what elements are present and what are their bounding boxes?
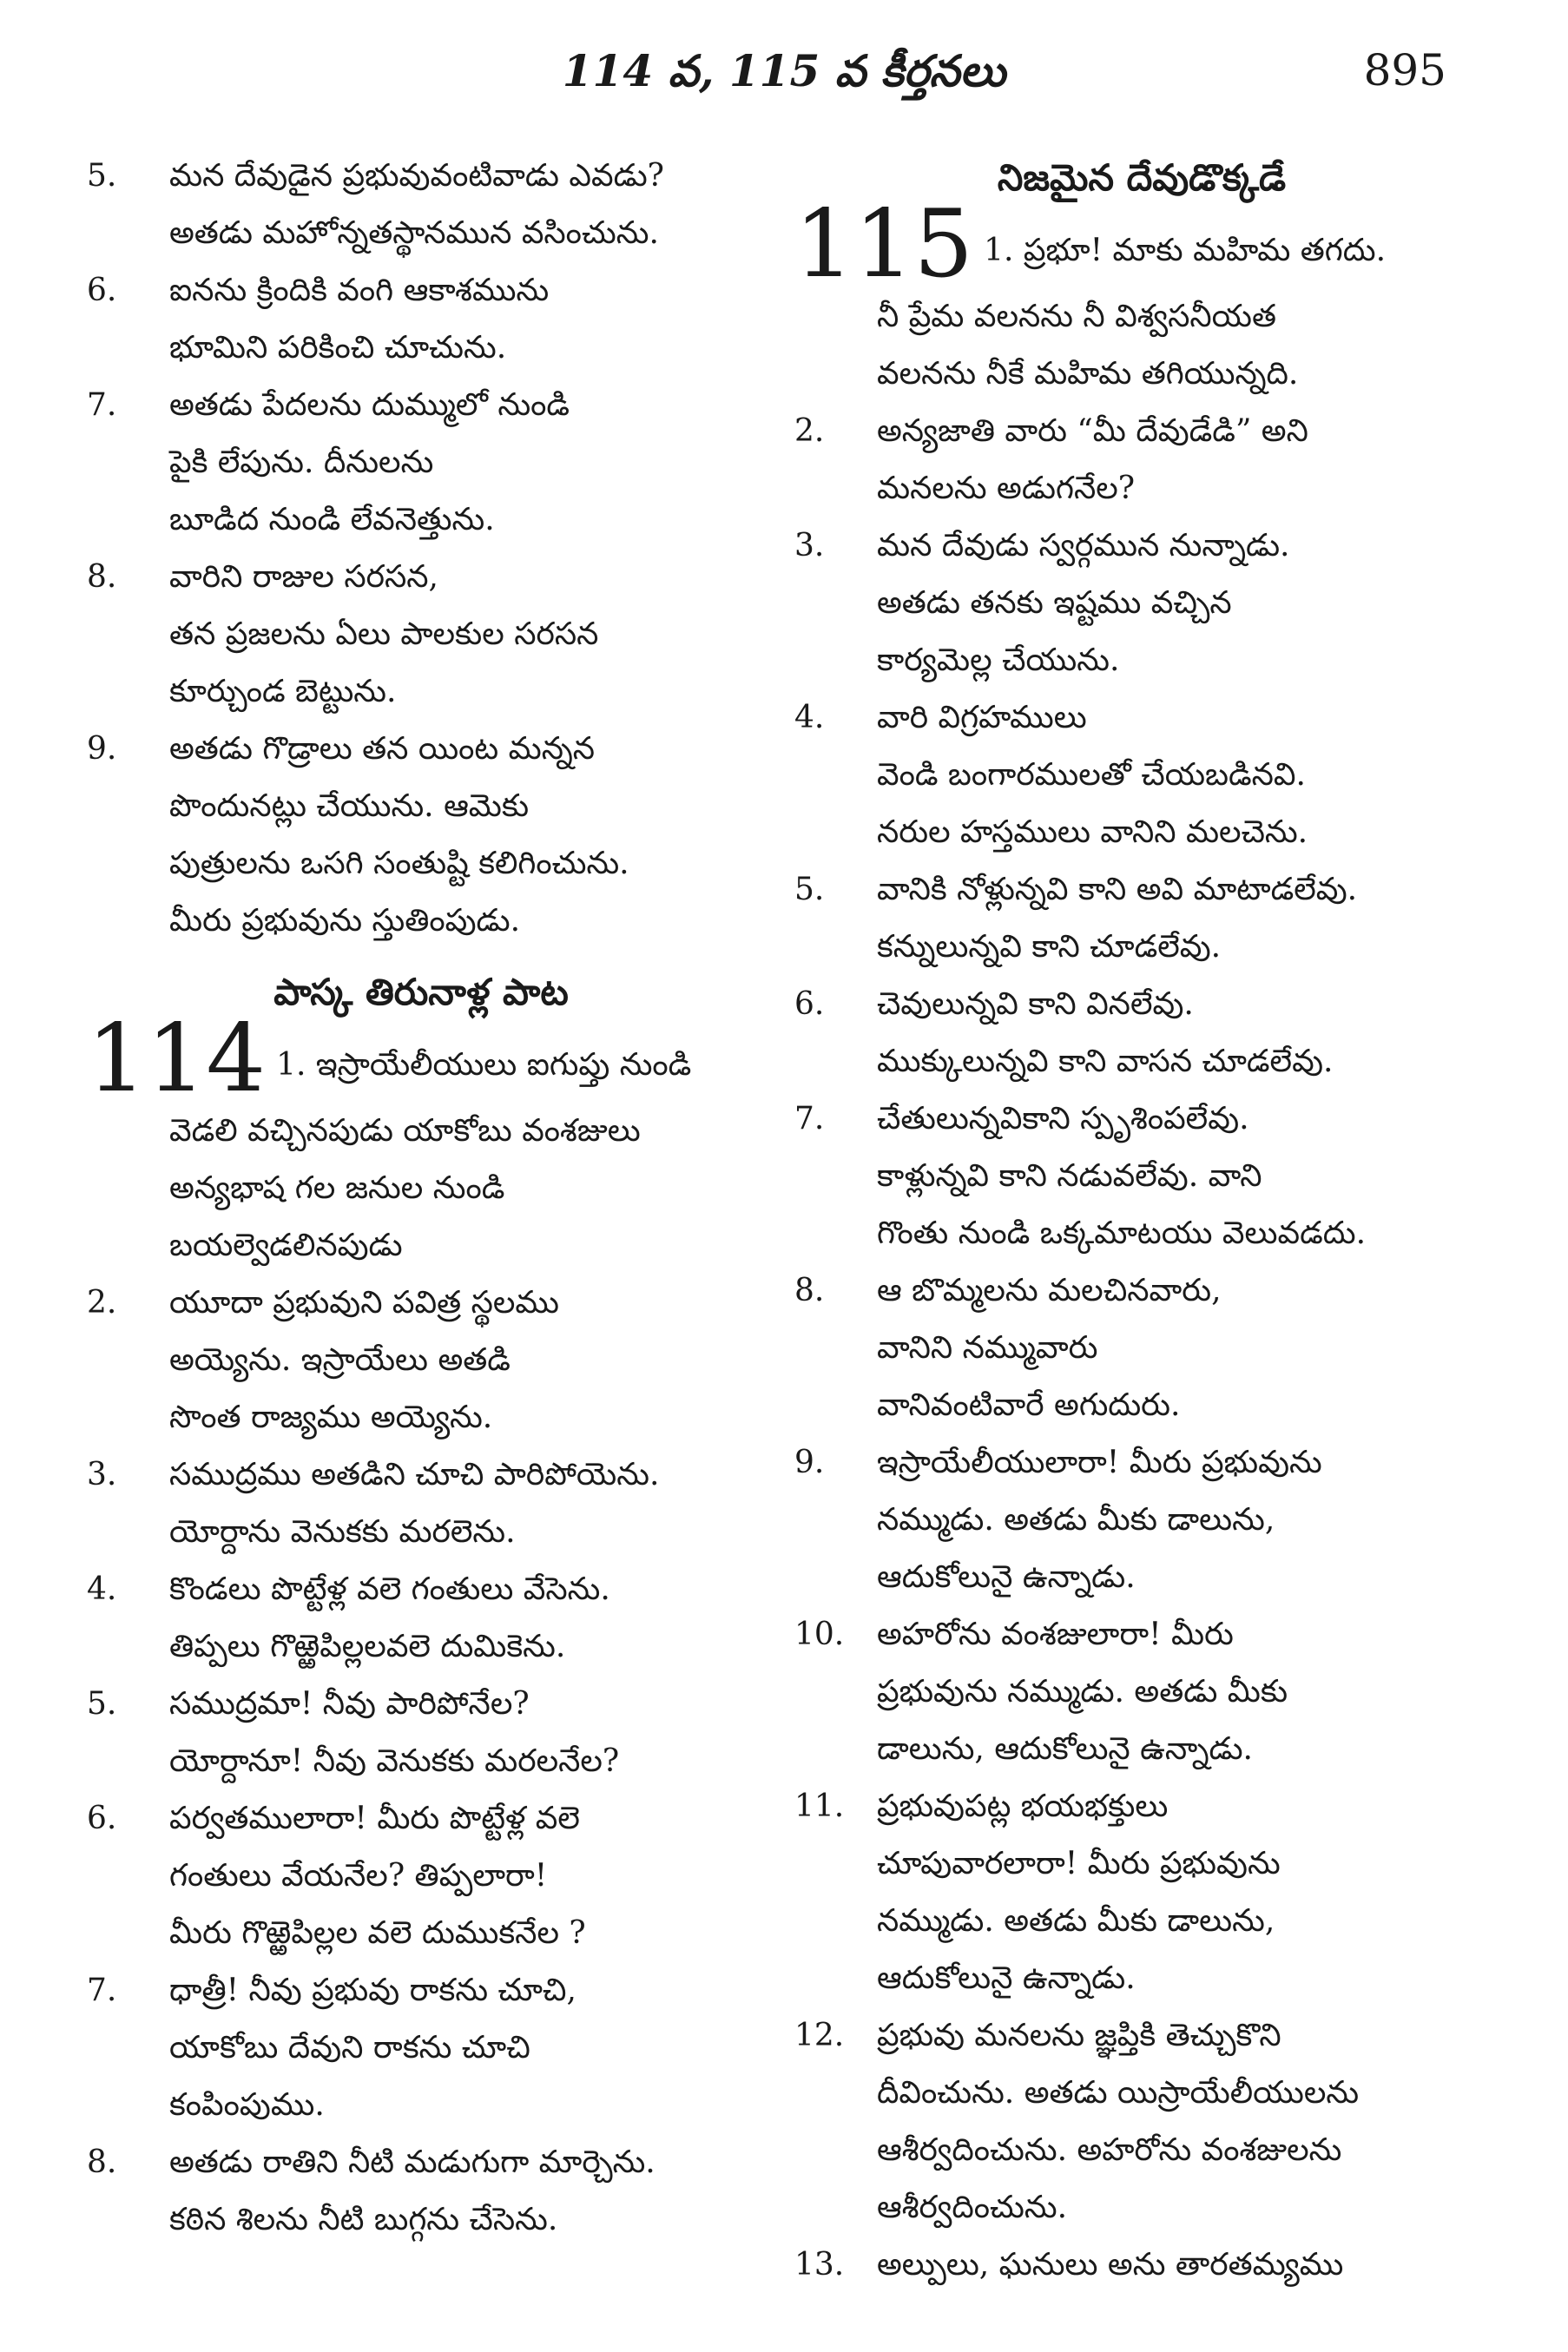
verse-line: గంతులు వేయనేల? తిప్పలారా!	[169, 1858, 548, 1894]
verse-text	[877, 1778, 1489, 2007]
verse-text	[877, 2007, 1489, 2237]
psalm-114-start	[87, 1005, 755, 1113]
verse-text	[169, 377, 755, 549]
verse-number: 9.	[794, 1445, 825, 1480]
verse-line: పర్వతములారా! మీరు పొట్టేళ్ల వలె	[169, 1801, 580, 1836]
verse	[794, 1090, 1489, 1262]
verse	[87, 1275, 755, 1446]
verse-line: సముద్రమా! నీవు పారిపోనేల?	[169, 1686, 530, 1722]
verse-number: 9.	[87, 731, 117, 767]
verse-text	[877, 1434, 1489, 1606]
verse-text	[169, 1561, 755, 1676]
verse	[87, 148, 755, 262]
psalm-115-verses	[794, 403, 1489, 2294]
verse-line: ఆశీర్వదించును. అహరోను వంశజులను	[877, 2132, 1342, 2168]
verse-text	[169, 148, 755, 262]
verse-line: కాళ్లున్నవి కాని నడువలేవు. వాని	[877, 1158, 1262, 1194]
verse-number: 13.	[794, 2247, 845, 2283]
verse-line: యోర్దానూ! నీవు వెనుకకు మరలనేల?	[169, 1743, 620, 1779]
verse	[794, 1778, 1489, 2007]
verse	[87, 549, 755, 721]
verse-text	[169, 1676, 755, 1790]
verse-line: భూమిని పరికించి చూచును.	[169, 330, 507, 366]
verse	[794, 2007, 1489, 2237]
verse-number: 5.	[87, 158, 117, 194]
verse-line: వారి విగ్రహములు	[877, 700, 1087, 735]
verse-line: అతడు పేదలను దుమ్ములో నుండి	[169, 387, 570, 423]
verse-text	[169, 1275, 755, 1446]
verse-line: అహరోను వంశజులారా! మీరు	[877, 1617, 1234, 1652]
verse-number: 5.	[794, 872, 825, 907]
left-column	[87, 148, 755, 2249]
verse-line: డాలును, ఆదుకోలునై ఉన్నాడు.	[877, 1731, 1253, 1767]
verse-line: తన ప్రజలను ఏలు పాలకుల సరసన	[169, 616, 599, 652]
verse-line: ఆదుకోలునై ఉన్నాడు.	[877, 1559, 1136, 1595]
verse	[87, 1790, 755, 1962]
verse-line: వానికి నోళ్లున్నవి కాని అవి మాటాడలేవు.	[877, 872, 1358, 907]
psalm-114-heading: పాస్క తిరునాళ్ల పాట	[273, 971, 569, 1013]
verse-number: 6.	[87, 1801, 117, 1836]
verse-number: 8.	[794, 1273, 825, 1308]
running-title: 114 వ, 115 వ కీర్తనలు	[562, 45, 1006, 96]
verse-line: మీరు ప్రభువును స్తుతింపుడు.	[169, 903, 521, 939]
verse-text	[877, 403, 1489, 517]
verse-line: ఆ బొమ్మలను మలచినవారు,	[877, 1273, 1222, 1308]
verse-text	[169, 721, 755, 950]
verse-text	[877, 1606, 1489, 1778]
psalm-114-number: 114	[87, 1005, 267, 1113]
verse-line: ప్రభువును నమ్ముడు. అతడు మీకు	[877, 1674, 1288, 1710]
verse-line: మీరు గొఱ్ఱెపిల్లల వలె దుముకనేల ?	[169, 1915, 586, 1951]
verse-line: 1. ఇస్రాయేలీయులు ఐగుప్తు నుండి	[276, 1047, 692, 1083]
verse	[794, 976, 1489, 1090]
verse-line: ముక్కులున్నవి కాని వాసన చూడలేవు.	[877, 1044, 1334, 1079]
verse-text	[877, 2237, 1489, 2294]
psalm-115-start	[794, 190, 1489, 299]
verse-line: అతడు తనకు ఇష్టము వచ్చిన	[877, 585, 1232, 621]
psalm-115-number: 115	[794, 190, 974, 299]
verse-line: నీ ప్రేమ వలనను నీ విశ్వసనీయత	[877, 299, 1276, 334]
verse-line: పైకి లేపును. దీనులను	[169, 445, 434, 480]
verse-line: మనలను అడుగనేల?	[877, 471, 1136, 506]
verse-number: 3.	[794, 528, 825, 563]
verse-text	[169, 549, 755, 721]
verse	[794, 1606, 1489, 1778]
verse	[87, 1561, 755, 1676]
verse-line: మన దేవుడైన ప్రభువువంటివాడు ఎవడు?	[169, 158, 664, 194]
verse-number: 7.	[87, 387, 117, 423]
verse-number: 6.	[87, 273, 117, 308]
verse-number: 2.	[794, 413, 825, 449]
verse-line: ఆదుకోలునై ఉన్నాడు.	[877, 1960, 1136, 1996]
verse-text	[877, 517, 1489, 689]
verse-number: 2.	[87, 1285, 117, 1321]
verse-text	[169, 262, 755, 377]
verse-line: కన్నులున్నవి కాని చూడలేవు.	[877, 929, 1222, 965]
verse-line: దీవించును. అతడు యిస్రాయేలీయులను	[877, 2075, 1360, 2111]
verse-number: 5.	[87, 1686, 117, 1722]
verse	[87, 377, 755, 549]
verse-line: అన్యభాష గల జనుల నుండి	[169, 1170, 505, 1206]
verse-line: సముద్రము అతడిని చూచి పారిపోయెను.	[169, 1457, 660, 1492]
verse-line: ప్రభువుపట్ల భయభక్తులు	[877, 1789, 1169, 1824]
verse-line: అతడు రాతిని నీటి మడుగుగా మార్చెను.	[169, 2144, 656, 2180]
verse-line: అయ్యెను. ఇస్రాయేలు అతడి	[169, 1342, 511, 1378]
verse-line: ఆశీర్వదించును.	[877, 2190, 1068, 2225]
verse-line: అల్పులు, ఘనులు అను తారతమ్యము	[877, 2247, 1344, 2283]
verse-line: కఠిన శిలను నీటి బుగ్గను చేసెను.	[169, 2202, 558, 2237]
verse-line: యాకోబు దేవుని రాకను చూచి	[169, 2030, 530, 2065]
verse-number: 11.	[794, 1789, 845, 1824]
verse-number: 7.	[87, 1973, 117, 2008]
verse-line: 1. ప్రభూ! మాకు మహిమ తగదు.	[984, 233, 1387, 268]
verse	[87, 1446, 755, 1561]
verse-line: వెండి బంగారములతో చేయబడినవి.	[877, 757, 1306, 793]
psalm-115-verse-1-continuation	[794, 288, 1489, 403]
psalm-114-verse-1-continuation	[87, 1103, 755, 1275]
verse-line: నరుల హస్తములు వానిని మలచెను.	[877, 814, 1308, 850]
verse-number: 12.	[794, 2018, 845, 2053]
verse-line: మన దేవుడు స్వర్గమున నున్నాడు.	[877, 528, 1290, 563]
verse-line: కొండలు పొట్టేళ్ల వలె గంతులు వేసెను.	[169, 1571, 610, 1607]
verse-line: యోర్దాను వెనుకకు మరలెను.	[169, 1514, 516, 1550]
verse-text	[877, 1262, 1489, 1434]
verse-number: 4.	[794, 700, 825, 735]
psalm-113-continuation	[87, 148, 755, 950]
verse-line: చూపువారలారా! మీరు ప్రభువును	[877, 1846, 1281, 1881]
verse-text	[877, 1090, 1489, 1262]
verse-line: వారిని రాజుల సరసన,	[169, 559, 438, 595]
verse-number: 8.	[87, 559, 117, 595]
verse-line: సొంత రాజ్యము అయ్యెను.	[169, 1400, 493, 1435]
psalm-114-verses	[87, 1275, 755, 2249]
verse	[87, 721, 755, 950]
verse	[794, 403, 1489, 517]
verse-line: ధాత్రీ! నీవు ప్రభువు రాకను చూచి,	[169, 1973, 576, 2008]
verse	[794, 1262, 1489, 1434]
verse-line: బూడిద నుండి లేవనెత్తును.	[169, 502, 495, 537]
verse-text	[877, 861, 1489, 976]
verse-line: అతడు మహోన్నతస్థానమున వసించును.	[169, 215, 659, 251]
verse	[87, 1676, 755, 1790]
verse	[794, 689, 1489, 861]
verse-line: కంపింపుము.	[169, 2087, 325, 2123]
verse-text	[877, 689, 1489, 861]
verse-number: 3.	[87, 1457, 117, 1492]
verse-text	[169, 2134, 755, 2249]
verse-line: వానిని నమ్మువారు	[877, 1330, 1098, 1366]
verse-number: 8.	[87, 2144, 117, 2180]
psalm-114-first-lines	[276, 1023, 755, 1094]
verse-line: వలనను నీకే మహిమ తగియున్నది.	[877, 356, 1299, 392]
verse-text	[169, 1962, 755, 2134]
verse-number: 10.	[794, 1617, 845, 1652]
verse	[794, 517, 1489, 689]
verse-line: వెడలి వచ్చినపుడు యాకోబు వంశజులు	[169, 1113, 641, 1149]
verse-line: అతడు గొడ్రాలు తన యింట మన్నన	[169, 731, 595, 767]
verse-line: వానివంటివారే అగుదురు.	[877, 1387, 1181, 1423]
verse-text	[877, 976, 1489, 1090]
right-column	[794, 148, 1489, 2294]
verse-line: గొంతు నుండి ఒక్కమాటయు వెలువడదు.	[877, 1216, 1367, 1251]
verse-line: బయల్వెడలినపుడు	[169, 1228, 403, 1263]
verse-line: నమ్ముడు. అతడు మీకు డాలును,	[877, 1502, 1275, 1538]
psalm-115-first-lines	[984, 208, 1489, 280]
verse-line: ఇస్రాయేలీయులారా! మీరు ప్రభువును	[877, 1445, 1322, 1480]
verse-line: నమ్ముడు. అతడు మీకు డాలును,	[877, 1903, 1275, 1939]
verse-text	[169, 1790, 755, 1962]
verse-line: అన్యజాతి వారు “మీ దేవుడేడి” అని	[877, 413, 1308, 449]
page-number: 895	[1363, 45, 1446, 96]
verse-line: చెవులున్నవి కాని వినలేవు.	[877, 986, 1194, 1022]
verse-text	[169, 1446, 755, 1561]
verse-number: 6.	[794, 986, 825, 1022]
verse	[794, 1434, 1489, 1606]
psalm-115-heading: నిజమైన దేవుడొక్కడే	[997, 156, 1287, 199]
verse	[87, 2134, 755, 2249]
verse	[87, 262, 755, 377]
verse-line: పుత్రులను ఒసగి సంతుష్టి కలిగించును.	[169, 846, 629, 881]
verse-number: 4.	[87, 1571, 117, 1607]
verse-line: కార్యమెల్ల చేయును.	[877, 642, 1120, 678]
page-header	[0, 45, 1568, 115]
verse	[794, 861, 1489, 976]
verse-line: యూదా ప్రభువుని పవిత్ర స్థలము	[169, 1285, 559, 1321]
verse-line: ప్రభువు మనలను జ్ఞప్తికి తెచ్చుకొని	[877, 2018, 1281, 2053]
verse	[794, 2237, 1489, 2294]
verse	[87, 1962, 755, 2134]
verse-line: చేతులున్నవికాని స్పృశింపలేవు.	[877, 1101, 1249, 1136]
verse-line: పొందునట్లు చేయును. ఆమెకు	[169, 788, 530, 824]
verse-line: ఐనను క్రిందికి వంగి ఆకాశమును	[169, 273, 550, 308]
verse-line: తిప్పలు గొఱ్ఱెపిల్లలవలె దుమికెను.	[169, 1629, 566, 1664]
verse-line: కూర్చుండ బెట్టును.	[169, 674, 397, 709]
verse-number: 7.	[794, 1101, 825, 1136]
